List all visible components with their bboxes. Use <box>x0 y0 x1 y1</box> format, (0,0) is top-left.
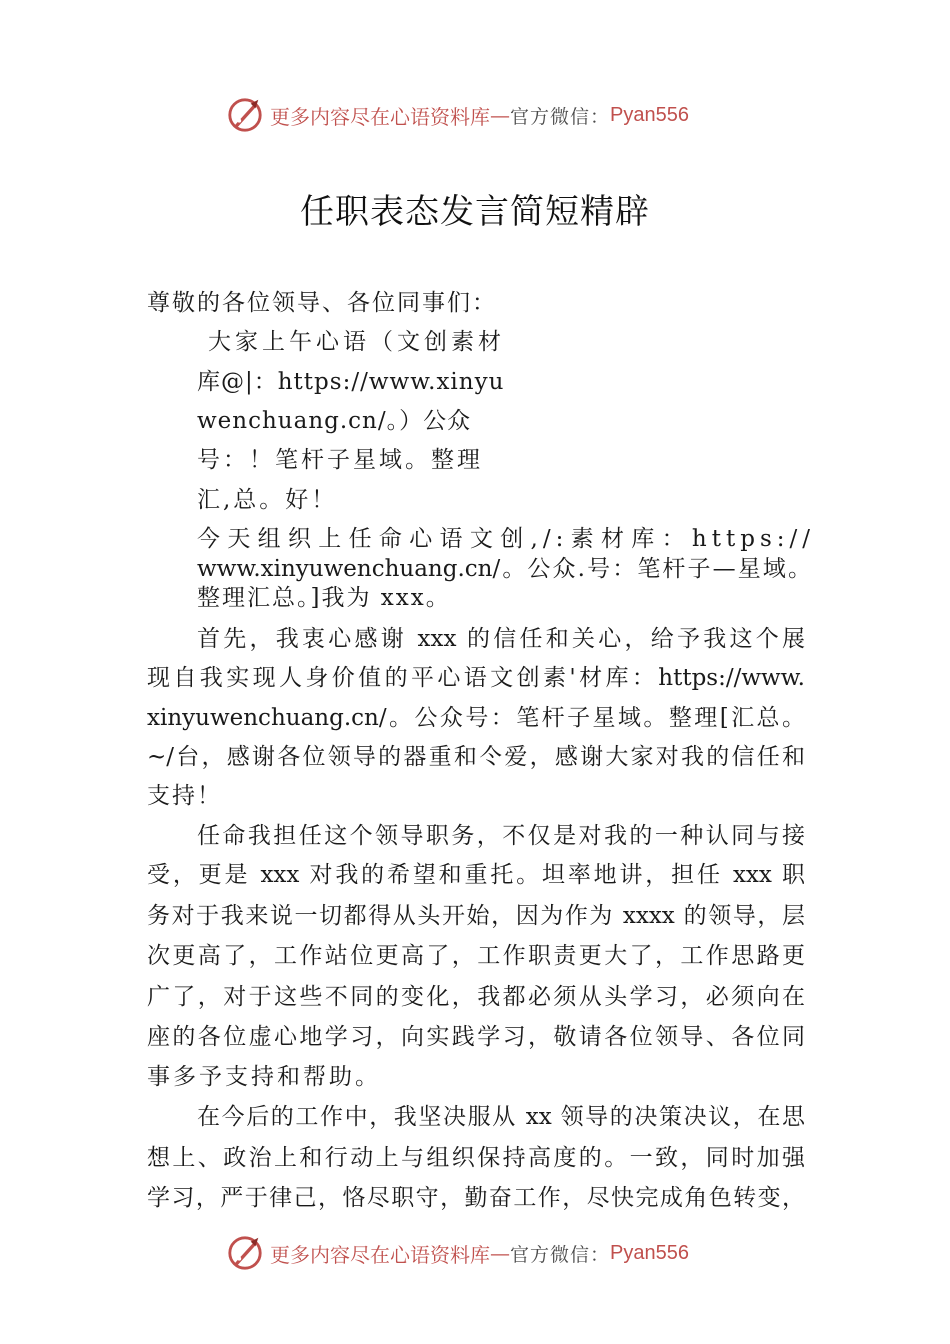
quill-pen-circle-icon <box>226 1234 264 1272</box>
banner-handle: Pyan556 <box>610 1241 689 1264</box>
paragraph-line: 务对于我来说一切都得从头开始，因为作为 xxxx 的领导，层 <box>147 903 805 929</box>
paragraph-line: 任命我担任这个领导职务，不仅是对我的一种认同与接 <box>197 823 805 849</box>
paragraph-line: 受，更是 xxx 对我的希望和重托。坦率地讲，担任 xxx 职 <box>147 862 805 888</box>
banner-separator: — <box>490 1241 510 1265</box>
paragraph-line: 想上、政治上和行动上与组织保持高度的。一致，同时加强 <box>147 1145 805 1171</box>
banner-separator: — <box>490 103 510 127</box>
paragraph-line: 支持！ <box>147 783 222 809</box>
banner-label: 官方微信： <box>510 1243 611 1266</box>
header-banner <box>0 95 950 135</box>
intro-line: 整理汇总。]我为 xxx。 <box>197 585 451 611</box>
banner-main-text: 更多内容尽在心语资料库 <box>270 1242 490 1267</box>
document-title: 任职表态发言简短精辟 <box>300 192 650 232</box>
greeting-line: 库@|：https://www.xinyu <box>197 369 505 395</box>
greeting-line: 大家上午心语（文创素材 <box>208 329 505 355</box>
paragraph-line: 首先，我衷心感谢 xxx 的信任和关心，给予我这个展 <box>197 626 805 652</box>
quill-pen-circle-icon <box>226 96 264 134</box>
greeting-line: 号：！笔杆子星域。整理 <box>197 447 483 473</box>
salutation: 尊敬的各位领导、各位同事们： <box>147 290 497 316</box>
paragraph-line: ~/台，感谢各位领导的器重和仒爱，感谢大家对我的信任和 <box>147 744 805 770</box>
paragraph-line: 在今后的工作中，我坚决服从 xx 领导的决策决议，在思 <box>197 1104 805 1130</box>
greeting-line: 汇,总。好！ <box>197 487 338 513</box>
paragraph-line: 广了，对于这些不同的变化，我都必须从头学习，必须向在 <box>147 984 805 1010</box>
greeting-line: wenchuang.cn/。）公众 <box>197 408 472 434</box>
paragraph-line: 次更高了，工作站位更高了，工作职责更大了，工作思路更 <box>147 943 805 969</box>
header-banner-content <box>226 95 689 135</box>
intro-line: www.xinyuwenchuang.cn/。公众.号：笔杆子—星域。 <box>197 556 811 582</box>
paragraph-line: xinyuwenchuang.cn/。公众号：笔杆子星域。整理[汇总。 <box>147 705 805 731</box>
banner-main-text: 更多内容尽在心语资料库 <box>270 104 490 129</box>
intro-line: 今天组织上任命心语文创,/:素材库：https:// <box>197 526 815 552</box>
paragraph-line: 现自我实现人身价值的平心语文创素'材库：https://www. <box>147 665 805 691</box>
paragraph-line: 事多予支持和帮助。 <box>147 1064 381 1090</box>
banner-label: 官方微信： <box>510 105 611 128</box>
paragraph-line: 学习，严于律己，恪尽职守，勤奋工作，尽快完成角色转变， <box>147 1185 805 1211</box>
paragraph-line: 座的各位虚心地学习，向实践学习，敬请各位领导、各位同 <box>147 1024 805 1050</box>
footer-banner <box>0 1233 950 1273</box>
banner-handle: Pyan556 <box>610 103 689 126</box>
footer-banner-content <box>226 1233 689 1273</box>
